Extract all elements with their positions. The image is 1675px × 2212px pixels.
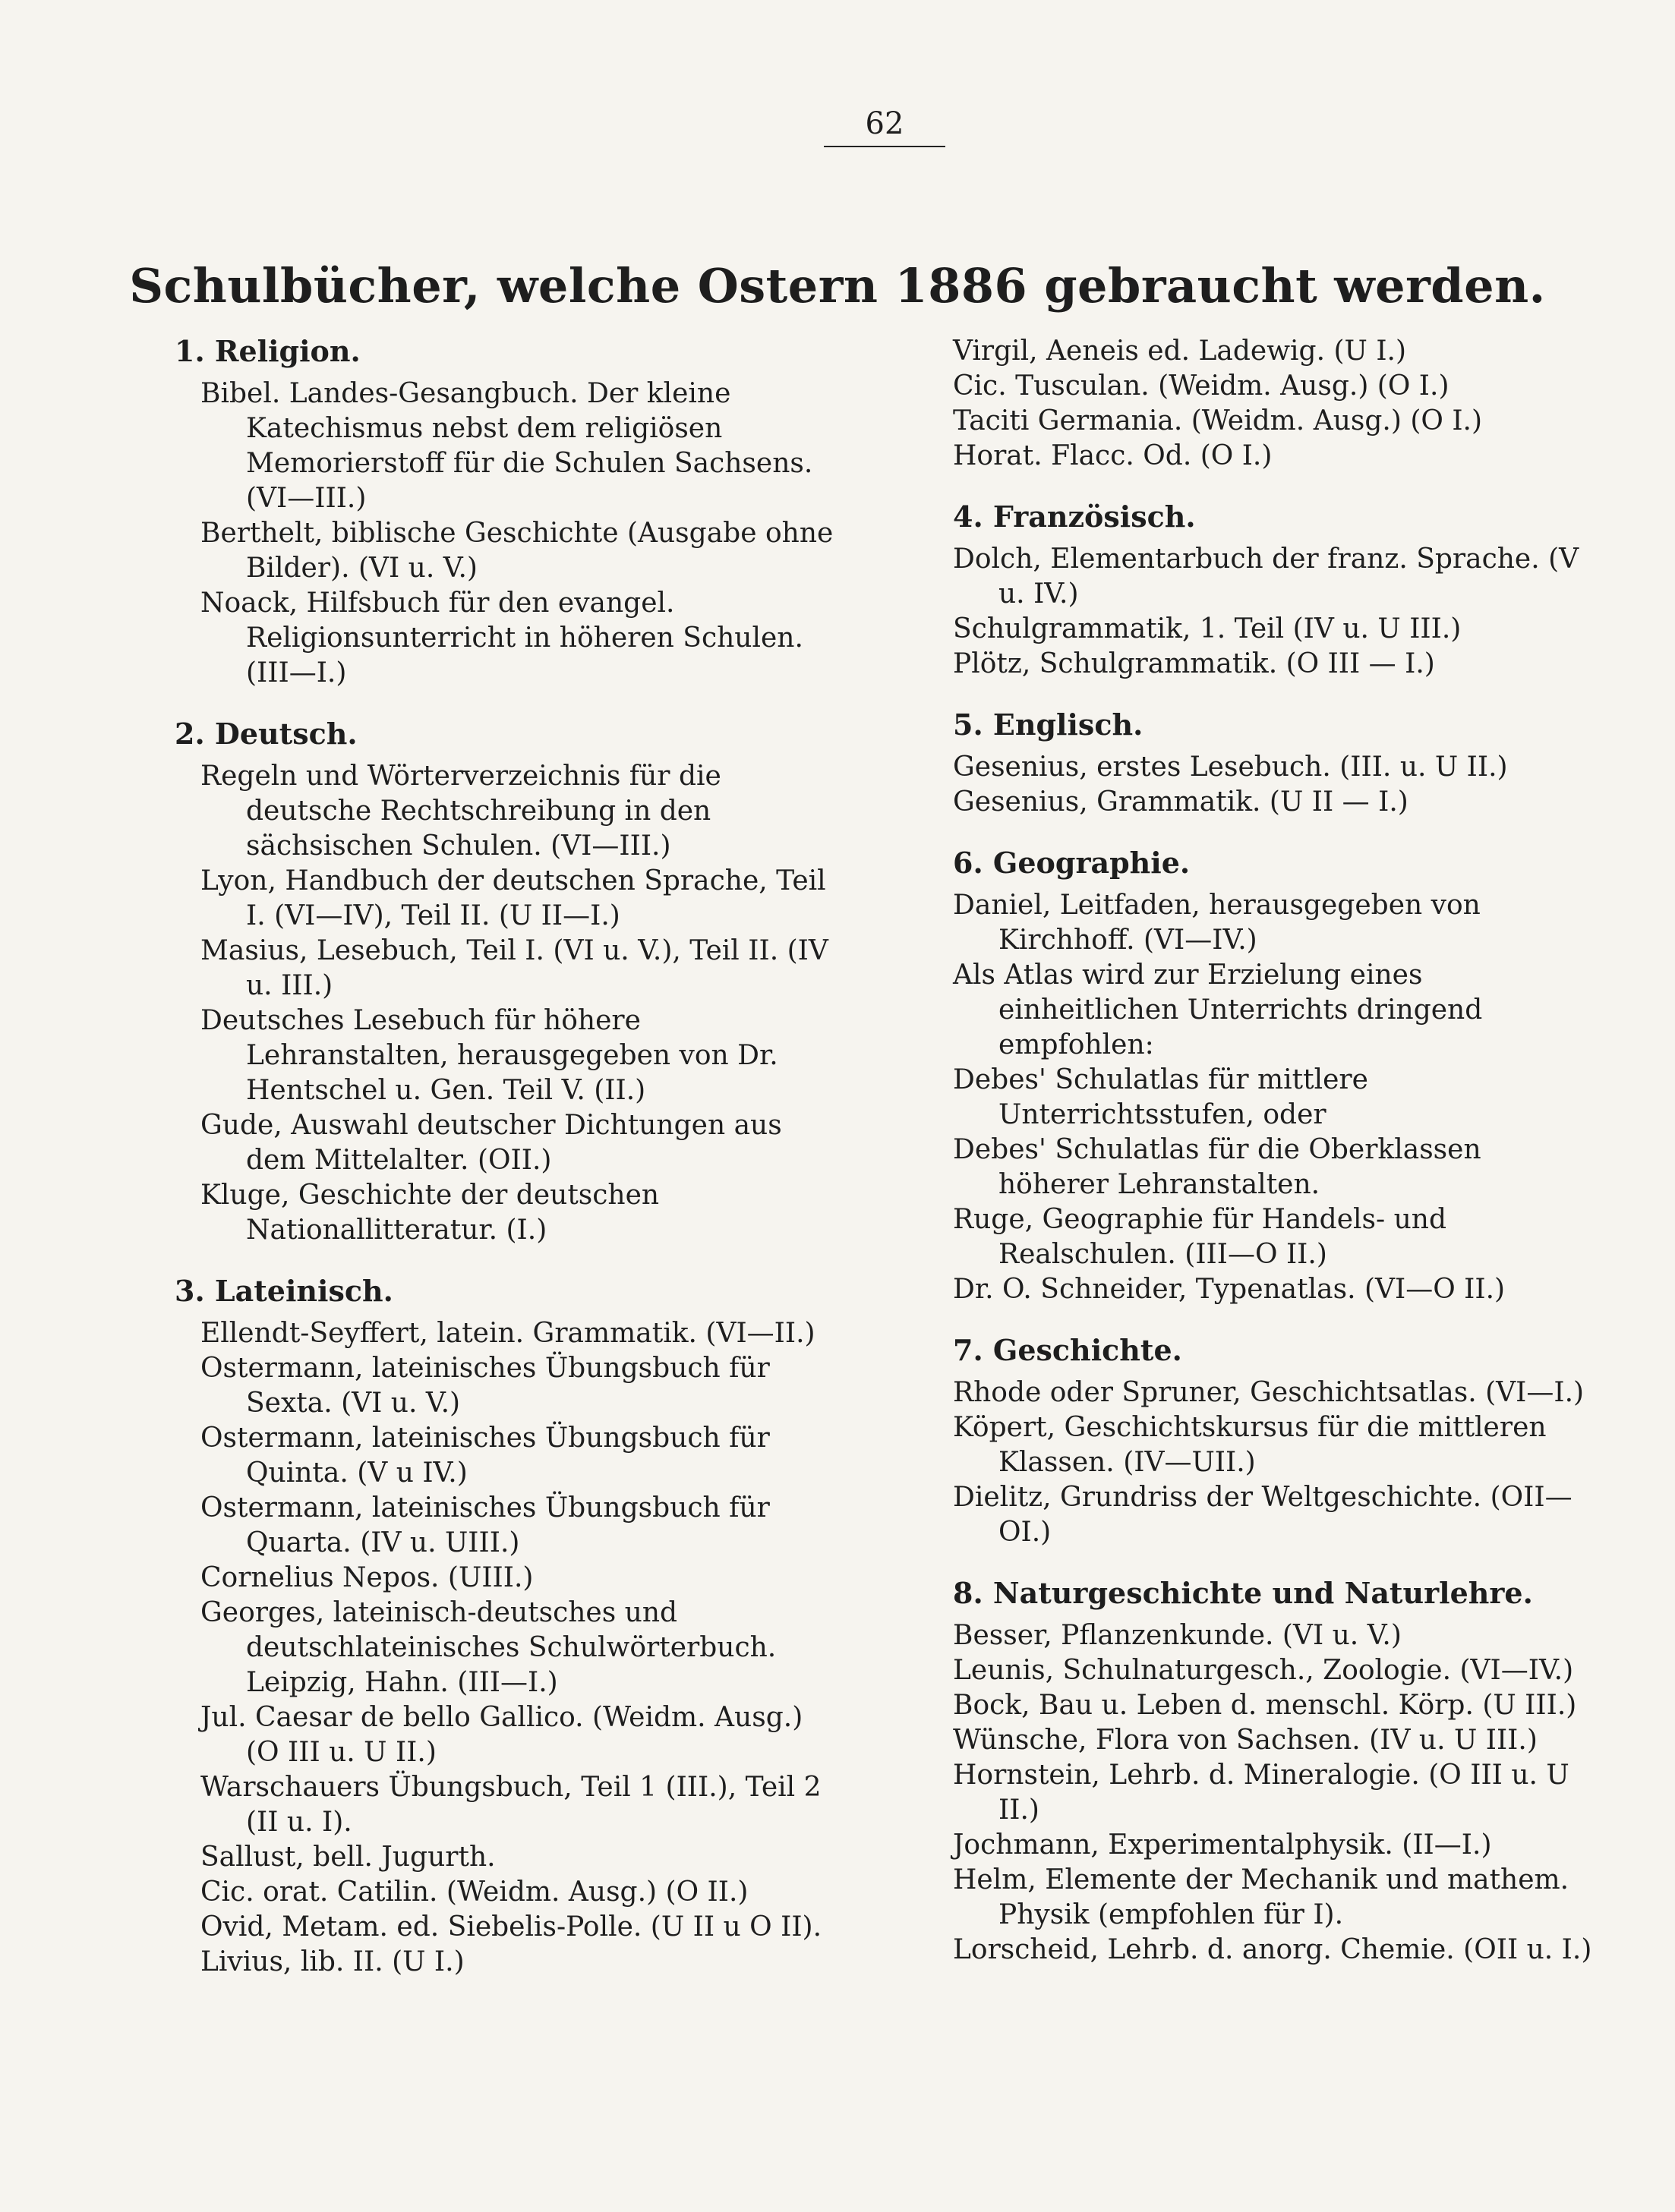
book-entry: Ellendt-Seyffert, latein. Grammatik. (VI—II.): [200, 1318, 815, 1349]
book-entry: Ostermann, lateinisches Übungsbuch für Quarta. (IV u. UIII.): [200, 1492, 770, 1558]
book-entry: Ostermann, lateinisches Übungsbuch für Sexta. (VI u. V.): [200, 1353, 770, 1419]
book-entry: Masius, Lesebuch, Teil I. (VI u. V.), Teil II. (IV u. III.): [200, 935, 828, 1001]
section-title: 4. Französisch.: [953, 499, 1196, 534]
section-geographie: [953, 846, 1598, 1307]
book-entry: Als Atlas wird zur Erzielung eines einheitlichen Unterrichts dringend empfohlen:: [953, 959, 1483, 1060]
page-title: Schulbücher, welche Ostern 1886 gebraucht werden.: [129, 258, 1546, 314]
book-entry: Jul. Caesar de bello Gallico. (Weidm. Ausg.) (O III u. U II.): [200, 1702, 803, 1768]
book-entry: Debes' Schulatlas für mittlere Unterrichtsstufen, oder: [953, 1064, 1368, 1130]
section-lateinisch-continued: [953, 334, 1598, 474]
book-entry: Dielitz, Grundriss der Weltgeschichte. (OII—OI.): [953, 1482, 1572, 1548]
section-title: 6. Geographie.: [953, 846, 1191, 880]
section-title: 3. Lateinisch.: [175, 1274, 393, 1308]
book-entry: Kluge, Geschichte der deutschen Nationallitteratur. (I.): [200, 1180, 660, 1246]
book-entry: Gesenius, Grammatik. (U II — I.): [953, 786, 1408, 818]
book-entry: Bibel. Landes-Gesangbuch. Der kleine Katechismus nebst dem religiösen Memorierstoff für die Schulen Sachsens. (VI—III.): [200, 378, 813, 514]
book-entry: Bock, Bau u. Leben d. menschl. Körp. (U III.): [953, 1690, 1577, 1721]
book-entry: Sallust, bell. Jugurth.: [200, 1842, 496, 1873]
book-entry: Gesenius, erstes Lesebuch. (III. u. U II.): [953, 752, 1508, 783]
section-naturgeschichte: [953, 1576, 1598, 1968]
left-column: [175, 334, 843, 1980]
book-entry: Debes' Schulatlas für die Oberklassen höherer Lehranstalten.: [953, 1134, 1481, 1200]
book-entry: Regeln und Wörterverzeichnis für die deutsche Rechtschreibung in den sächsischen Schulen. (VI—III.): [200, 761, 721, 862]
book-entry: Warschauers Übungsbuch, Teil 1 (III.), Teil 2 (II u. I).: [200, 1772, 822, 1838]
section-englisch: [953, 707, 1598, 820]
book-entry: Leunis, Schulnaturgesch., Zoologie. (VI—IV.): [953, 1655, 1574, 1686]
book-entry: Dolch, Elementarbuch der franz. Sprache. (V u. IV.): [953, 544, 1579, 610]
section-deutsch: [175, 717, 843, 1248]
book-entry: Virgil, Aeneis ed. Ladewig. (U I.): [953, 336, 1407, 367]
book-entry: Horat. Flacc. Od. (O I.): [953, 440, 1273, 471]
section-title: 1. Religion.: [175, 334, 361, 368]
book-entry: Schulgrammatik, 1. Teil (IV u. U III.): [953, 613, 1462, 644]
book-entry: Georges, lateinisch-deutsches und deutschlateinisches Schulwörterbuch. Leipzig, Hahn. (III—I.): [200, 1597, 777, 1698]
book-entry: Plötz, Schulgrammatik. (O III — I.): [953, 648, 1435, 679]
book-entry: Lorscheid, Lehrb. d. anorg. Chemie. (OII u. I.): [953, 1934, 1592, 1965]
book-entry: Ostermann, lateinisches Übungsbuch für Quinta. (V u IV.): [200, 1423, 770, 1489]
book-entry: Daniel, Leitfaden, herausgegeben von Kirchhoff. (VI—IV.): [953, 890, 1481, 956]
book-entry: Besser, Pflanzenkunde. (VI u. V.): [953, 1620, 1402, 1651]
book-entry: Livius, lib. II. (U I.): [200, 1946, 465, 1977]
book-entry: Cic. orat. Catilin. (Weidm. Ausg.) (O II.): [200, 1876, 749, 1908]
bleed-through-decoration: [137, 199, 1625, 229]
section-lateinisch: [175, 1274, 843, 1980]
book-entry: Dr. O. Schneider, Typenatlas. (VI—O II.): [953, 1274, 1506, 1305]
section-title: 7. Geschichte.: [953, 1333, 1182, 1367]
book-entry: Noack, Hilfsbuch für den evangel. Religionsunterricht in höheren Schulen. (III—I.): [200, 588, 803, 688]
section-title: 2. Deutsch.: [175, 717, 358, 751]
book-entry: Wünsche, Flora von Sachsen. (IV u. U III.): [953, 1725, 1538, 1756]
book-entry: Deutsches Lesebuch für höhere Lehranstalten, herausgegeben von Dr. Hentschel u. Gen. Teil V. (II.): [200, 1005, 778, 1106]
book-entry: Köpert, Geschichtskursus für die mittleren Klassen. (IV—UII.): [953, 1412, 1547, 1478]
section-title: 8. Naturgeschichte und Naturlehre.: [953, 1576, 1533, 1610]
book-entry: Ruge, Geographie für Handels- und Realschulen. (III—O II.): [953, 1204, 1447, 1270]
page-number: 62: [824, 106, 945, 147]
book-entry: Hornstein, Lehrb. d. Mineralogie. (O III u. U II.): [953, 1760, 1569, 1826]
section-title: 5. Englisch.: [953, 707, 1143, 742]
book-entry: Gude, Auswahl deutscher Dichtungen aus dem Mittelalter. (OII.): [200, 1110, 782, 1176]
book-entry: Ovid, Metam. ed. Siebelis-Polle. (U II u O II).: [200, 1911, 822, 1943]
book-entry: Jochmann, Experimentalphysik. (II—I.): [953, 1829, 1492, 1861]
book-entry: Berthelt, biblische Geschichte (Ausgabe ohne Bilder). (VI u. V.): [200, 518, 834, 584]
book-entry: Cic. Tusculan. (Weidm. Ausg.) (O I.): [953, 370, 1449, 402]
section-geschichte: [953, 1333, 1598, 1550]
book-entry: Cornelius Nepos. (UIII.): [200, 1562, 534, 1593]
right-column: [953, 334, 1598, 1968]
book-entry: Rhode oder Spruner, Geschichtsatlas. (VI—I.): [953, 1377, 1585, 1408]
section-religion: [175, 334, 843, 691]
section-franzoesisch: [953, 499, 1598, 682]
book-entry: Taciti Germania. (Weidm. Ausg.) (O I.): [953, 405, 1483, 436]
book-entry: Lyon, Handbuch der deutschen Sprache, Teil I. (VI—IV), Teil II. (U II—I.): [200, 865, 826, 931]
book-entry: Helm, Elemente der Mechanik und mathem. Physik (empfohlen für I).: [953, 1864, 1569, 1930]
